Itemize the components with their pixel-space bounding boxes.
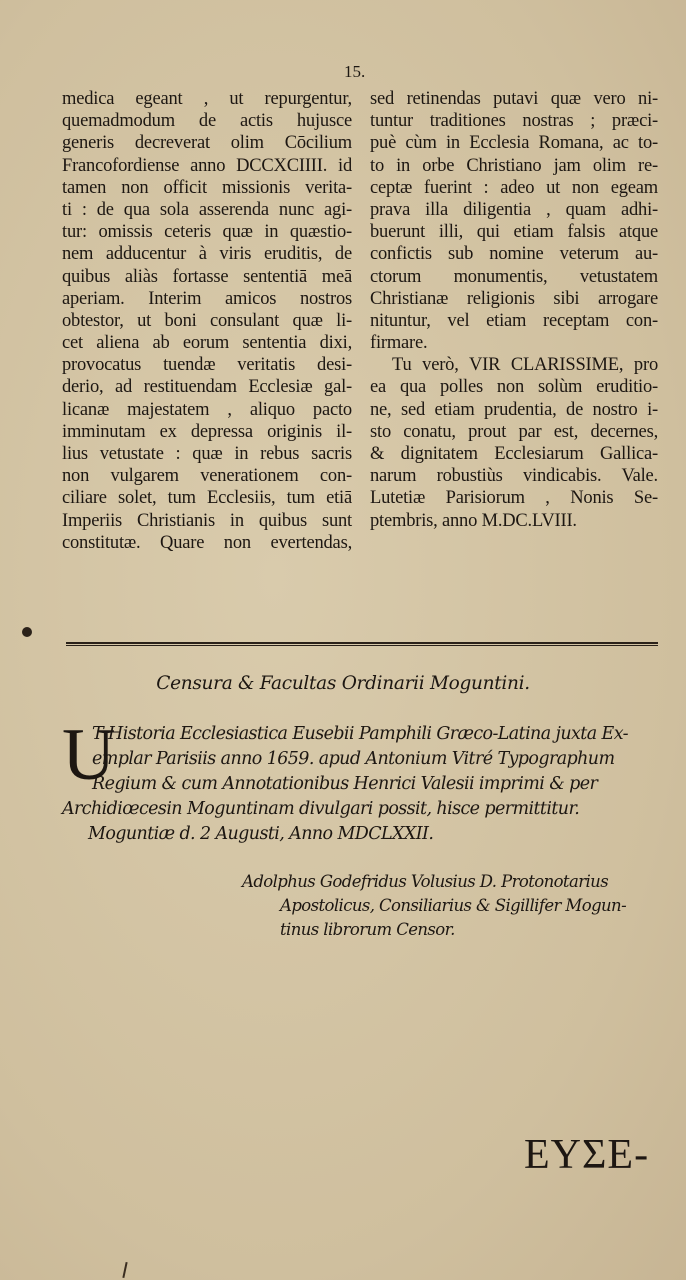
paper-mark	[122, 1262, 127, 1278]
left-text-column	[62, 88, 352, 554]
text-line: ciliare solet, tum Ecclesiis, tum etiā	[62, 488, 352, 509]
text-line: quemadmodum de actis hujusce	[62, 111, 352, 132]
text-line: prava illa diligentia , quam adhi-	[370, 199, 658, 220]
censure-line: Archidiœcesin Moguntinam divulgari possit, hisce permittitur.	[62, 799, 580, 819]
text-line: tuntur traditiones nostras ; præci-	[370, 111, 658, 132]
text-line: narum robustiùs vindicabis. Vale.	[370, 466, 658, 487]
text-line: cet aliena ab eorum sententia dixi,	[62, 333, 352, 354]
text-line: ea qua polles non solùm eruditio-	[370, 377, 658, 398]
text-line: & dignitatem Ecclesiarum Gallica-	[370, 444, 658, 464]
text-line: tamen non officit missionis verita-	[62, 177, 352, 198]
text-line: Lutetiæ Parisiorum , Nonis Se-	[370, 488, 658, 509]
text-line: provocatus tuendæ veritatis desi-	[62, 355, 352, 376]
text-line: firmare.	[370, 333, 428, 354]
text-line: buerunt illi, qui etiam falsis atque	[370, 222, 658, 243]
censure-line: emplar Parisiis anno 1659. apud Antonium Vitré Typographum	[92, 749, 615, 769]
text-line: to in orbe Christiano jam olim re-	[370, 155, 658, 176]
text-line: ptembris, anno M.DC.LVIII.	[370, 510, 577, 531]
text-line: Tu verò, VIR CLARISSIME, pro	[392, 355, 658, 376]
text-line: sed retinendas putavi quæ vero ni-	[370, 89, 658, 109]
text-line: Christianæ religionis sibi arrogare	[370, 288, 658, 309]
text-line: licanæ majestatem , aliquo pacto	[62, 399, 352, 420]
text-line: quibus aliàs fortasse sententiā meā	[62, 266, 352, 287]
censure-heading: Censura & Facultas Ordinarii Moguntini.	[156, 673, 530, 694]
text-line: aperiam. Interim amicos nostros	[62, 288, 352, 309]
signature-line: Adolphus Godefridus Volusius D. Protonotarius	[242, 872, 609, 891]
signature-line: tinus librorum Censor.	[280, 920, 455, 939]
text-line: imminutam ex depressa originis il-	[62, 421, 352, 442]
double-rule-divider	[66, 642, 658, 646]
text-line: nem adducentur à viris eruditis, de	[62, 244, 352, 265]
text-line: nituntur, vel etiam receptam con-	[370, 310, 658, 331]
right-text-column	[370, 88, 660, 532]
text-line: derio, ad restituendam Ecclesiæ gal-	[62, 377, 352, 398]
censure-line: Moguntiæ d. 2 Augusti, Anno MDCLXXII.	[88, 824, 434, 844]
drop-capital: U	[62, 714, 116, 796]
text-line: constitutæ. Quare non evertendas,	[62, 532, 352, 553]
ink-blot	[22, 627, 32, 637]
text-line: ceptæ fuerint : adeo ut non egeam	[370, 177, 658, 198]
page-number: 15.	[344, 62, 366, 81]
text-line: ctorum monumentis, vetustatem	[370, 266, 658, 287]
text-line: Imperiis Christianis in quibus sunt	[62, 510, 352, 531]
text-line: tur: omissis ceteris quæ in quæstio-	[62, 222, 352, 243]
catchword: ΕΥΣΕ-	[524, 1132, 650, 1178]
signature-line: Apostolicus, Consiliarius & Sigillifer Mogun-	[280, 896, 627, 915]
text-line: non vulgarem venerationem con-	[62, 466, 352, 487]
censure-line: T Historia Ecclesiastica Eusebii Pamphili Græco-Latina juxta Ex-	[92, 724, 628, 744]
text-line: puè cùm in Ecclesia Romana, ac to-	[370, 133, 658, 154]
text-line: lius vetustate : quæ in rebus sacris	[62, 444, 352, 464]
text-line: sto conatu, prout par est, decernes,	[370, 421, 658, 442]
text-line: medica egeant , ut repurgentur,	[62, 89, 352, 109]
text-line: obtestor, ut boni consulant quæ li-	[62, 310, 352, 331]
text-line: generis decreverat olim Cōcilium	[62, 133, 352, 154]
text-line: ti : de qua sola asserenda nunc agi-	[62, 199, 352, 220]
text-line: confictis sub nomine veterum au-	[370, 244, 658, 265]
censure-line: Regium & cum Annotationibus Henrici Valesii imprimi & per	[92, 774, 598, 794]
text-line: Francofordiense anno DCCXCIIII. id	[62, 155, 352, 176]
text-line: ne, sed etiam prudentia, de nostro i-	[370, 399, 658, 420]
